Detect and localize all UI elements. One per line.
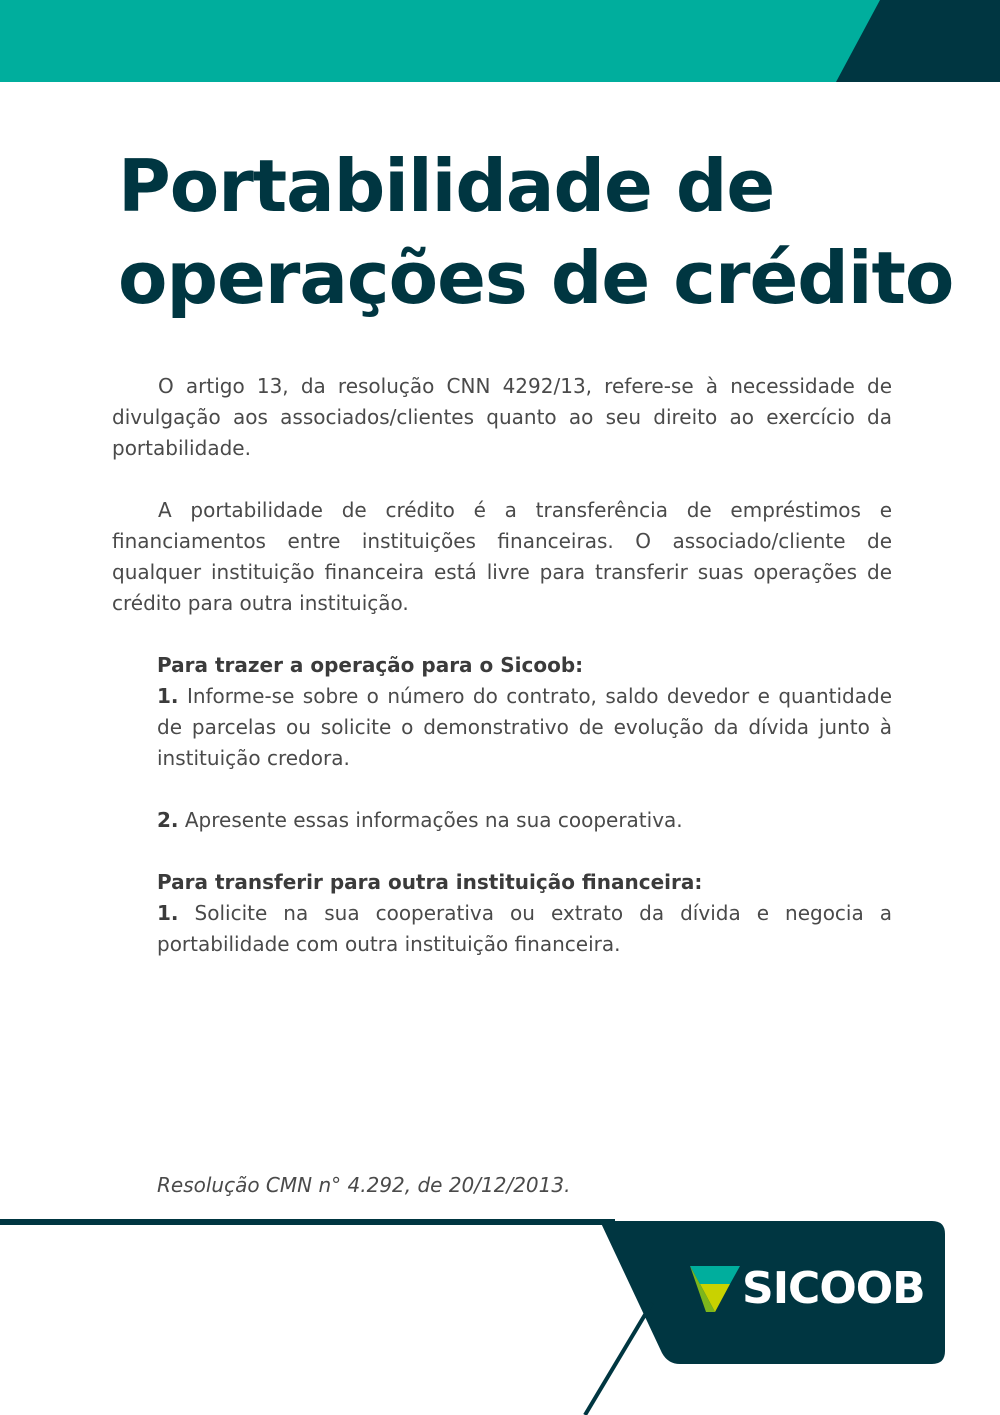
list-item-number: 2. <box>157 808 179 832</box>
page-title <box>118 140 954 324</box>
header-band <box>0 0 1000 82</box>
list-item <box>157 681 892 774</box>
intro-paragraph <box>112 371 892 464</box>
list-item-text: Informe-se sobre o número do contrato, saldo devedor e quantidade de parcelas ou solicite o demonstrativo de evolução da dívida junto à instituição credora. <box>157 684 892 770</box>
list-item-number: 1. <box>157 684 179 708</box>
sicoob-logo-text: SICOOB <box>742 1263 925 1314</box>
sicoob-logo <box>690 1262 925 1316</box>
section-heading: Para transferir para outra instituição financeira: <box>157 870 703 894</box>
paragraph-text: O artigo 13, da resolução CNN 4292/13, refere-se à necessidade de divulgação aos associados/clientes quanto ao seu direito ao exercício da portabilidade. <box>112 374 892 460</box>
paragraph-text: A portabilidade de crédito é a transferência de empréstimos e financiamentos entre instituições financeiras. O associado/cliente de qualquer instituição financeira está livre para transferir suas operações de crédito para outra instituição. <box>112 498 892 615</box>
list-item-text: Solicite na sua cooperativa ou extrato da dívida e negocia a portabilidade com outra instituição financeira. <box>157 901 893 956</box>
page-title-line-2: operações de crédito <box>118 236 954 320</box>
section-heading: Para trazer a operação para o Sicoob: <box>157 653 584 677</box>
list-item-number: 1. <box>157 901 179 925</box>
resolution-footnote: Resolução CMN n° 4.292, de 20/12/2013. <box>157 1173 571 1197</box>
footer-rule <box>0 1219 615 1225</box>
section-bring-operation-step-2 <box>157 805 892 836</box>
list-item <box>157 898 892 960</box>
list-item-text: Apresente essas informações na sua cooperativa. <box>184 808 683 832</box>
list-item <box>157 805 892 836</box>
section-bring-operation <box>157 650 892 774</box>
section-transfer-operation <box>157 867 892 960</box>
sicoob-logo-icon <box>690 1262 742 1316</box>
page-title-line-1: Portabilidade de <box>118 144 775 228</box>
footer-diagonal-line <box>585 1303 652 1415</box>
definition-paragraph <box>112 495 892 619</box>
